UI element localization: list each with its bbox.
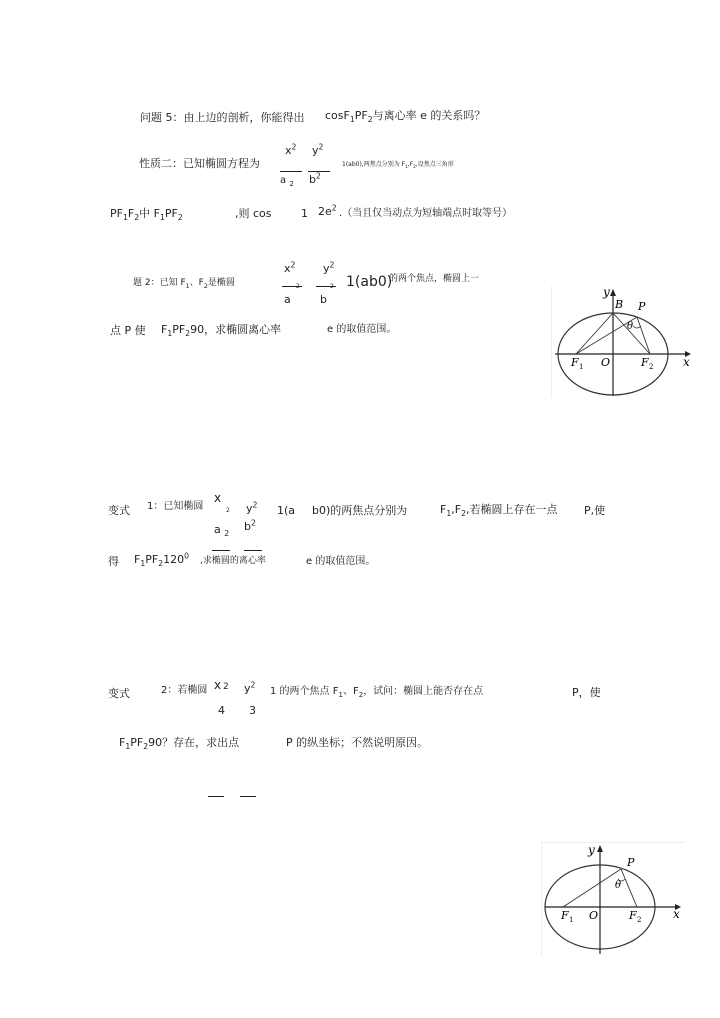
line3-one: 1 [301,207,308,220]
var1-p: P,使 [584,504,606,517]
prop2-y2 [312,142,324,157]
var1-b2 [244,518,256,533]
var2-sep: 、F [342,686,359,697]
fig2-f1-label: F [561,909,569,922]
var1-y: y [246,502,253,515]
var1-e: e 的取值范围。 [306,556,376,567]
line3-pf: PF [110,207,123,220]
line3-note: .（当且仅当动点为短轴端点时取等号） [339,208,513,219]
ex2-sep: 、F [189,278,204,288]
var1-num: 1：已知椭圆 [147,501,204,512]
var1-de: 得 [108,555,119,568]
var2-p: P，使 [572,686,601,699]
fig1-x-label: x [683,355,690,369]
fig2-theta-label: θ [615,880,622,891]
fig1-f1-label: F [571,356,579,369]
prop2-small-f1: 1 [405,164,408,170]
ex2-x-sup: 2 [290,260,296,270]
fig2-y-label: y [588,843,595,857]
ex2-y-sup: 2 [329,260,335,270]
ex2b-e: e 的取值范围。 [327,324,397,335]
prop2-x-sup: 2 [291,142,297,152]
q5-expr: cosF [325,109,350,122]
var2-x-text: x [214,678,222,692]
var1-f1: 1 [446,509,452,519]
fig1-p-label: P [638,300,646,313]
var1-fc: ,F [451,503,462,516]
fig2-o-label: O [589,909,599,922]
line3-mid-sub: 1 [159,213,165,223]
prop2-fraction-bar-1 [280,171,302,172]
var1-exist: ,若椭圆上存在一点 [465,503,558,516]
line3-pf2: PF [164,207,178,220]
prop2-a-sub: 2 [289,180,294,188]
prop2-x: x [285,144,292,157]
ex2-x2 [284,260,296,275]
var1-x-sub: 2 [226,507,230,514]
line3-triangle [110,207,183,223]
line3-f-sub: 2 [134,213,140,223]
prop2-b [309,171,321,186]
var1-b0: b0)的两焦点分别为 [312,504,408,517]
fig2-p-label: P [627,856,635,869]
ex2b-point: 点 P 使 [110,324,146,337]
var1-ff1: 1 [140,559,146,569]
var1-x-text: x [214,491,222,505]
dash-1 [208,796,224,797]
prop2-b-sup: 2 [315,171,321,181]
var1-f2: 2 [461,509,466,519]
var2-ff2: 2 [143,742,149,752]
var2-four: 4 [218,704,225,717]
var1-foci [440,503,558,519]
ex2b-f2: 2 [185,329,191,339]
prop2-small-text [342,162,454,168]
var2-pp: P 的纵坐标；不然说明原因。 [286,736,429,749]
fig1-theta-label: θ [627,321,634,332]
fig2-f2-sub: 2 [637,916,642,924]
var2-y: y [244,682,251,695]
var2-x-sup: 2 [223,682,229,692]
var2-ask: ，试问：椭圆上能否存在点 [363,686,484,697]
ellipse-figure-2 [541,842,685,956]
line3-f: F [127,207,135,220]
ex2-label [133,279,235,288]
var2-y-sup: 2 [250,680,256,690]
var1-b: b [244,520,251,533]
var1-b-sup: 2 [250,518,256,528]
ex2-y: y [323,262,330,275]
q5-text [140,112,305,123]
line3-pf-sub: 1 [122,213,128,223]
var2-num: 2：若椭圆 [161,685,208,696]
q5-sub2: 2 [367,115,373,125]
prop2-x2 [285,142,297,157]
ex2b-f1: 1 [167,329,173,339]
prop2-a-text: a [280,175,287,186]
var1-deg: 120 [163,553,185,566]
var1-y2 [246,500,258,515]
q5-label: 问题 5：由上边的剖析，你能得出 [140,111,305,124]
line3-2e: 2e [318,205,332,218]
var1-fpf: PF [145,553,159,566]
var1-overline-2 [244,550,262,551]
line3-sq: 2 [331,203,337,213]
var1-a-sub: 2 [224,529,230,539]
ex2-b-sub: 2 [330,283,334,290]
fig1-f1-sub: 1 [579,363,584,371]
line3-2e2 [318,203,337,218]
line3-then: ,则 cos [235,207,272,220]
ex2-y2 [323,260,335,275]
ex2b-angle [161,323,282,339]
var2-angle [119,736,240,752]
q5-expression [325,109,486,125]
fig1-f2-sub: 2 [649,363,654,371]
var2-foci [270,687,483,697]
ex2-x: x [284,262,291,275]
var1-a: a [214,523,221,536]
var2-f1: 1 [338,691,343,699]
q5-expr-mid: PF [354,109,368,122]
var2-y2 [244,680,256,695]
var2-x [214,679,221,691]
var1-ff2: 2 [158,559,164,569]
fig1-o-label: O [601,356,611,369]
q5-sub1: 1 [349,115,355,125]
var1-one: 1(a [277,504,296,517]
var2-f: F [119,736,126,749]
dash-2 [240,796,256,797]
prop2-y: y [312,144,319,157]
var1-f: F [440,503,447,516]
var2-label: 变式 [108,687,130,700]
prop2-y-sup: 2 [318,142,324,152]
prop2-b-text: b [309,173,316,186]
ex2-f2: 2 [203,282,208,290]
var2-one: 1 的两个焦点 F [270,686,339,697]
ex2-label-a: 题 2：已知 F [133,278,186,288]
var1-a2 [214,523,230,539]
ex2b-f: F [161,323,168,336]
var2-ff1: 1 [125,742,131,752]
var1-x [214,492,221,504]
var1-overline-1 [212,550,230,551]
prop2-small-mid: ,F [407,161,414,168]
var1-ask: ,求椭圆的离心率 [200,556,266,566]
line3-pf2-sub: 2 [177,213,183,223]
var1-label: 变式 [108,504,130,517]
var1-zero: 0 [184,551,190,561]
ex2-big: 1(ab0) [346,274,393,290]
prop2-small-tail: ,设焦点三角形 [415,161,454,168]
var2-deg: 90？存在，求出点 [148,736,240,749]
line3-mid: 中 F [139,207,160,220]
fig2-x-label: x [673,907,680,921]
ex2-is: 是椭圆 [207,278,235,288]
fig1-f2-label: F [641,356,649,369]
ex2-a-sub: 2 [296,283,300,290]
fig2-f2-label: F [629,909,637,922]
q5-tail: 与离心率 e 的关系吗？ [372,109,486,122]
prop2-small-a: 1(ab0),两焦点分别为 F [342,161,406,168]
var2-f2: 2 [358,691,364,699]
ex2-a: a [284,293,291,306]
fig1-y-label: y [603,286,610,299]
fig1-b-label: B [615,298,624,311]
ex2-f1: 1 [185,282,190,290]
ex2b-deg: 90，求椭圆离心率 [190,323,282,336]
prop2-small-f2: 2 [413,164,416,170]
ex2b-pf: PF [172,323,186,336]
var1-angle [134,551,190,569]
var2-pf: PF [130,736,144,749]
prop2-label: 性质二：已知椭圆方程为 [139,157,260,170]
ellipse-figure-1 [551,286,691,398]
ex2-b: b [320,293,327,306]
ex2-tail: 的两个焦点，椭圆上一 [389,274,480,284]
var1-ff: F [134,553,141,566]
var2-three: 3 [249,704,256,717]
prop2-a [280,176,294,186]
fig2-f1-sub: 1 [569,916,574,924]
var1-y-sup: 2 [252,500,258,510]
